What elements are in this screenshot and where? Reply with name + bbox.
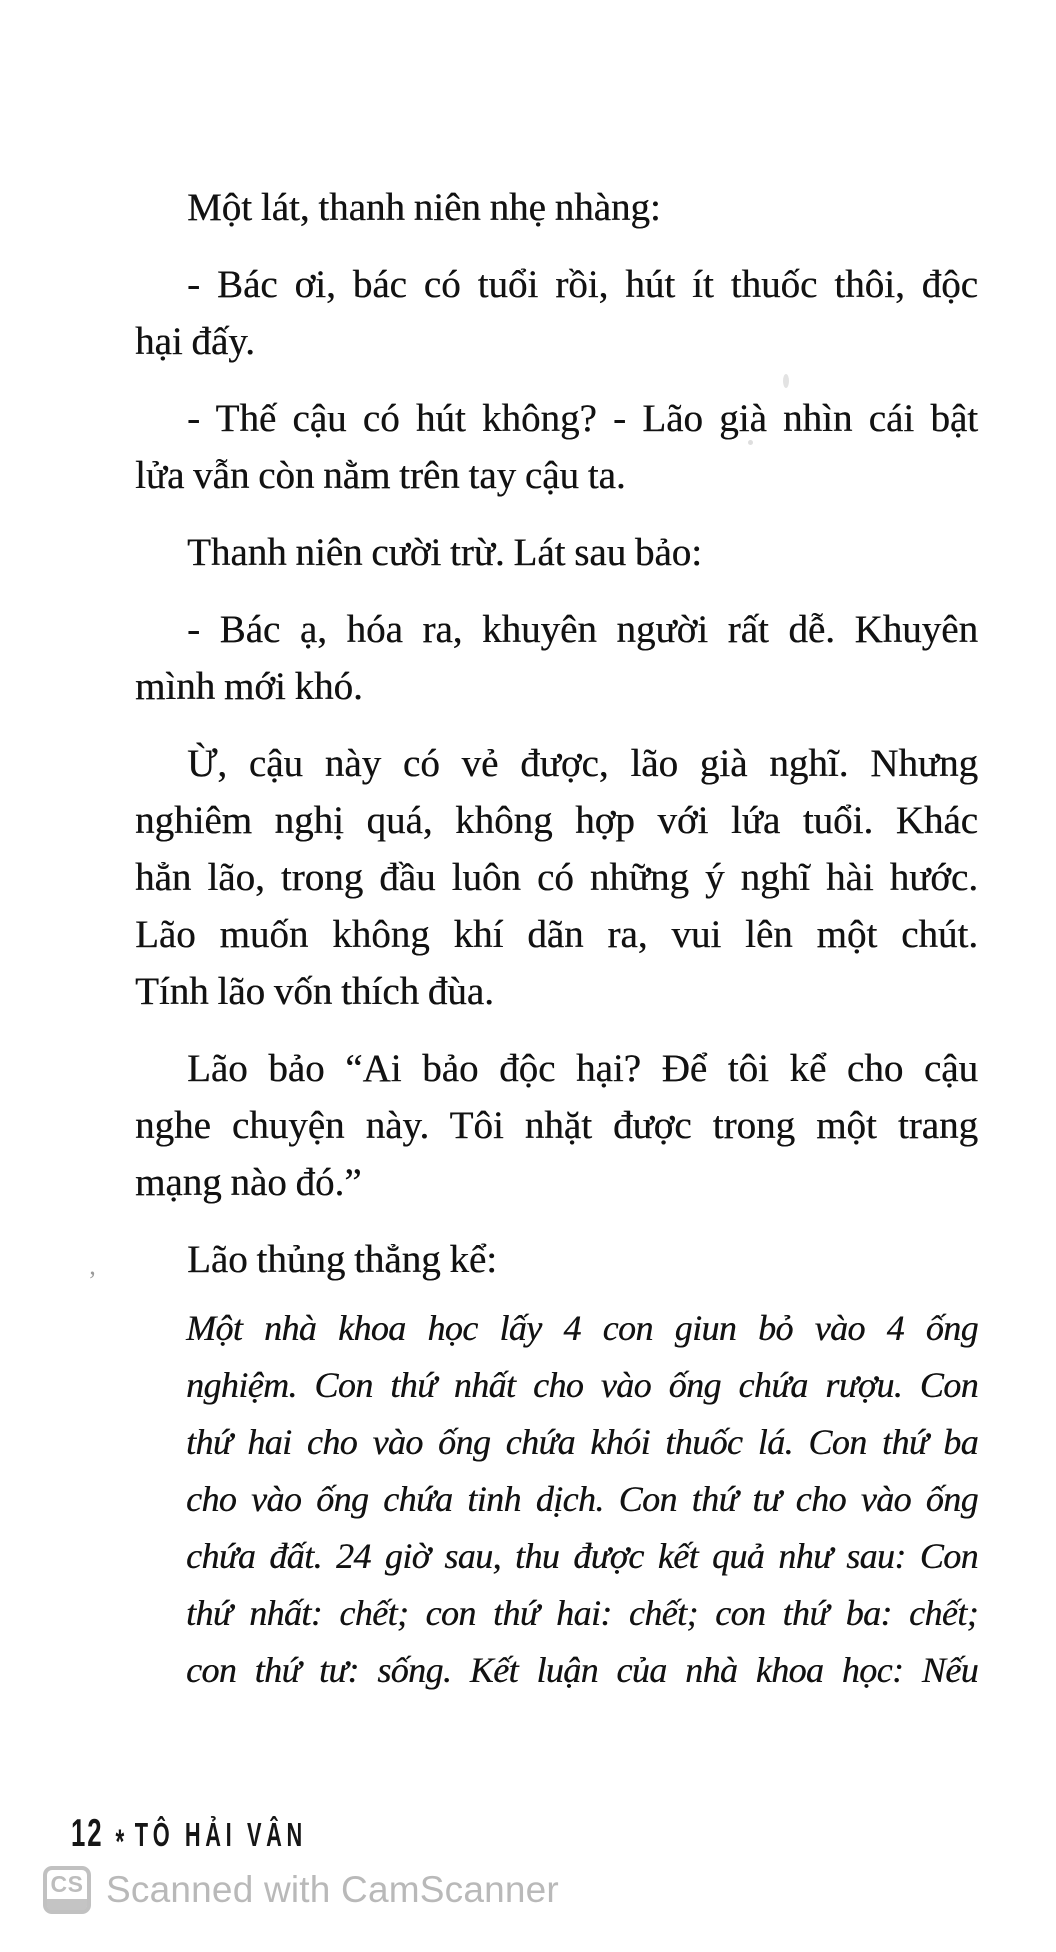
body-paragraph	[135, 1040, 978, 1211]
text-line: chứa đất. 24 giờ sau, thu được kết quả như sau: Con	[186, 1536, 978, 1576]
text-line: Thanh niên cười trừ. Lát sau bảo:	[187, 531, 702, 574]
body-paragraph	[135, 601, 978, 715]
text-line: con thứ tư: sống. Kết luận của nhà khoa học: Nếu	[186, 1650, 978, 1690]
text-line: Lão muốn không khí dãn ra, vui lên một chút.	[135, 913, 978, 956]
author-name: TÔ HẢI VÂN	[134, 1816, 307, 1853]
body-paragraph	[135, 1231, 978, 1288]
text-line: mình mới khó.	[135, 665, 363, 708]
quoted-story-paragraph	[186, 1300, 978, 1699]
text-line: hẳn lão, trong đầu luôn có những ý nghĩ hài hước.	[135, 856, 978, 899]
text-line: nghiệm. Con thứ nhất cho vào ống chứa rượu. Con	[186, 1365, 978, 1405]
body-paragraph	[135, 390, 978, 504]
text-line: - Thế cậu có hút không? - Lão già nhìn cái bật	[187, 397, 978, 440]
text-line: Một lát, thanh niên nhẹ nhàng:	[187, 186, 661, 229]
page-footer	[71, 1812, 307, 1861]
text-line: hại đấy.	[135, 320, 255, 363]
page-number: 12	[71, 1812, 104, 1855]
camscanner-logo-letters: CS	[50, 1871, 84, 1897]
text-line: Ừ, cậu này có vẻ được, lão già nghĩ. Nhưng	[187, 742, 978, 785]
body-paragraph	[135, 179, 978, 236]
text-line: thứ nhất: chết; con thứ hai: chết; con thứ ba: chết;	[186, 1593, 978, 1633]
camscanner-logo-bar	[47, 1899, 87, 1910]
scan-speck: ʼ	[88, 1266, 97, 1295]
star-separator-icon: *	[115, 1823, 125, 1861]
text-line: Lão bảo “Ai bảo độc hại? Để tôi kể cho cậu	[187, 1047, 978, 1090]
body-paragraph	[135, 256, 978, 370]
body-paragraph	[135, 735, 978, 1020]
text-line: nghiêm nghị quá, không hợp với lứa tuổi. Khác	[135, 799, 978, 842]
text-line: Lão thủng thẳng kể:	[187, 1238, 498, 1281]
text-line: Một nhà khoa học lấy 4 con giun bỏ vào 4 ống	[186, 1308, 978, 1348]
text-line: cho vào ống chứa tinh dịch. Con thứ tư cho vào ống	[186, 1479, 978, 1519]
text-line: nghe chuyện này. Tôi nhặt được trong một trang	[135, 1104, 978, 1147]
text-line: Tính lão vốn thích đùa.	[135, 970, 494, 1013]
text-line: mạng nào đó.”	[135, 1161, 362, 1204]
camscanner-watermark	[43, 1866, 559, 1914]
text-line: lửa vẫn còn nằm trên tay cậu ta.	[135, 454, 626, 497]
camscanner-logo-icon	[43, 1866, 91, 1914]
body-paragraph	[135, 524, 978, 581]
text-line: thứ hai cho vào ống chứa khói thuốc lá. Con thứ ba	[186, 1422, 978, 1462]
text-line: - Bác ạ, hóa ra, khuyên người rất dễ. Khuyên	[187, 608, 978, 651]
text-block	[135, 179, 978, 1699]
text-line: - Bác ơi, bác có tuổi rồi, hút ít thuốc thôi, độc	[187, 263, 978, 306]
watermark-text: Scanned with CamScanner	[106, 1869, 559, 1910]
